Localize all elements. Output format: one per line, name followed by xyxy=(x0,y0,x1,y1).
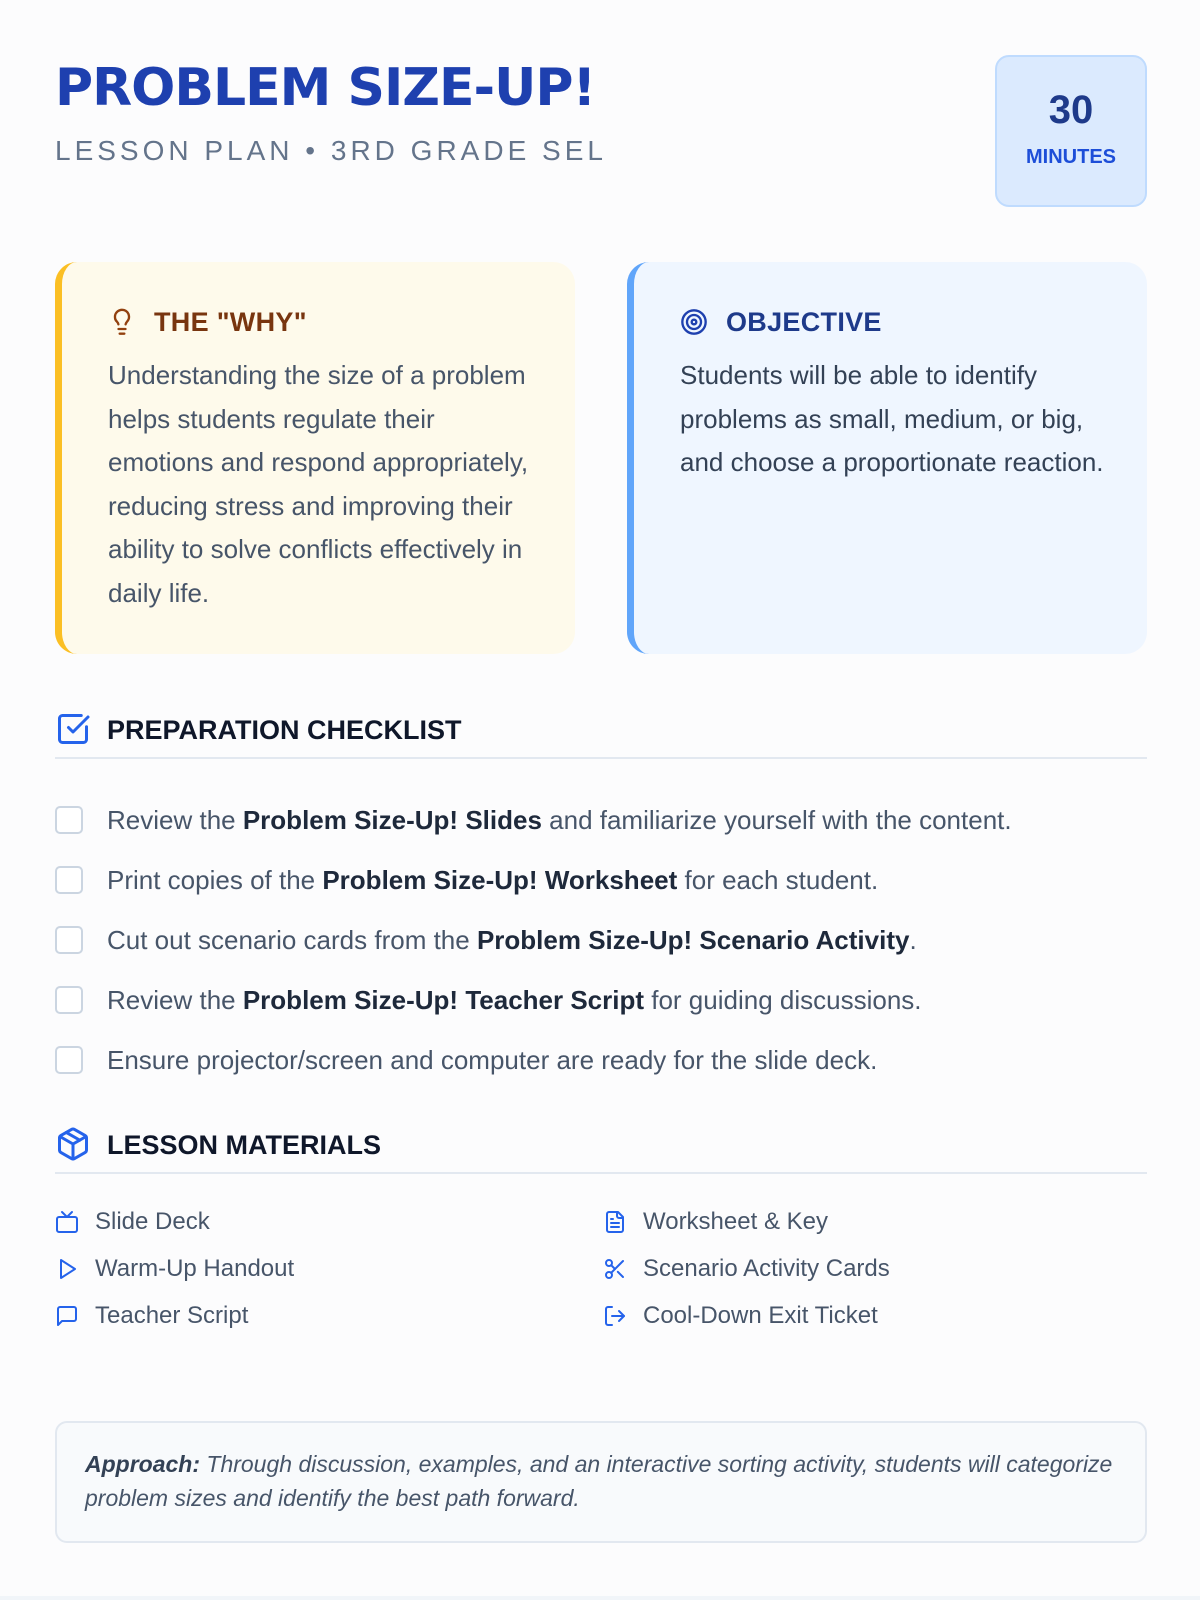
approach-text: Through discussion, examples, and an interactive sorting activity, students will categorize problem sizes and identify the best path forward. xyxy=(85,1451,1113,1511)
target-icon xyxy=(680,308,708,336)
checklist-item-text: Review the Problem Size-Up! Slides and familiarize yourself with the content. xyxy=(107,804,1012,835)
material-label: Scenario Activity Cards xyxy=(643,1254,890,1282)
message-icon xyxy=(55,1304,79,1328)
checklist-item-text: Ensure projector/screen and computer are ready for the slide deck. xyxy=(107,1044,878,1075)
lesson-plan-page xyxy=(55,0,1147,1600)
checklist-checkbox[interactable] xyxy=(55,806,83,834)
checklist-item-text: Cut out scenario cards from the Problem Size-Up! Scenario Activity. xyxy=(107,924,917,955)
checklist-item[interactable] xyxy=(55,790,1147,850)
checklist-checkbox[interactable] xyxy=(55,926,83,954)
material-item[interactable] xyxy=(603,1198,1123,1245)
material-label: Teacher Script xyxy=(95,1301,249,1329)
material-item[interactable] xyxy=(55,1198,575,1245)
checklist-item[interactable] xyxy=(55,1030,1147,1090)
checklist-item[interactable] xyxy=(55,970,1147,1030)
materials-title: LESSON MATERIALS xyxy=(107,1130,382,1160)
checklist-item-text: Review the Problem Size-Up! Teacher Script for guiding discussions. xyxy=(107,984,922,1015)
why-card-title: THE "WHY" xyxy=(154,306,307,337)
checklist xyxy=(55,790,1147,1090)
checklist-item[interactable] xyxy=(55,850,1147,910)
page-subtitle: LESSON PLAN • 3RD GRADE SEL xyxy=(55,135,607,166)
bottom-band xyxy=(0,1596,1200,1600)
duration-value: 30 xyxy=(1048,88,1094,132)
scissors-icon xyxy=(603,1257,627,1281)
checklist-checkbox[interactable] xyxy=(55,986,83,1014)
tv-icon xyxy=(55,1210,79,1234)
material-item[interactable] xyxy=(55,1292,575,1339)
checklist-title: PREPARATION CHECKLIST xyxy=(107,715,462,745)
materials-header xyxy=(55,1118,1147,1174)
checklist-checkbox[interactable] xyxy=(55,1046,83,1074)
lightbulb-icon xyxy=(108,308,136,336)
objective-card-body: Students will be able to identify problems as small, medium, or big, and choose a proportionate reaction. xyxy=(680,360,1104,477)
checklist-checkbox[interactable] xyxy=(55,866,83,894)
page-title: PROBLEM SIZE-UP! xyxy=(55,58,596,118)
checklist-item[interactable] xyxy=(55,910,1147,970)
approach-label: Approach: xyxy=(85,1451,200,1477)
material-label: Worksheet & Key xyxy=(643,1207,828,1235)
material-item[interactable] xyxy=(603,1245,1123,1292)
material-label: Cool-Down Exit Ticket xyxy=(643,1301,878,1329)
why-card xyxy=(55,262,575,654)
document-icon xyxy=(603,1210,627,1234)
material-item[interactable] xyxy=(55,1245,575,1292)
checklist-header xyxy=(55,703,1147,759)
objective-card xyxy=(627,262,1147,654)
duration-unit: MINUTES xyxy=(1026,146,1116,168)
duration-badge xyxy=(995,55,1147,207)
checkbox-icon xyxy=(55,711,91,747)
package-icon xyxy=(55,1126,91,1162)
approach-box xyxy=(55,1421,1147,1543)
exit-icon xyxy=(603,1304,627,1328)
material-label: Slide Deck xyxy=(95,1207,210,1235)
play-icon xyxy=(55,1257,79,1281)
why-card-body: Understanding the size of a problem helps students regulate their emotions and respond appropriately, reducing stress and improving their ability to solve conflicts effectively in daily life. xyxy=(108,360,529,608)
material-item[interactable] xyxy=(603,1292,1123,1339)
objective-card-title: OBJECTIVE xyxy=(726,306,882,337)
material-label: Warm-Up Handout xyxy=(95,1254,295,1282)
checklist-item-text: Print copies of the Problem Size-Up! Worksheet for each student. xyxy=(107,864,879,895)
